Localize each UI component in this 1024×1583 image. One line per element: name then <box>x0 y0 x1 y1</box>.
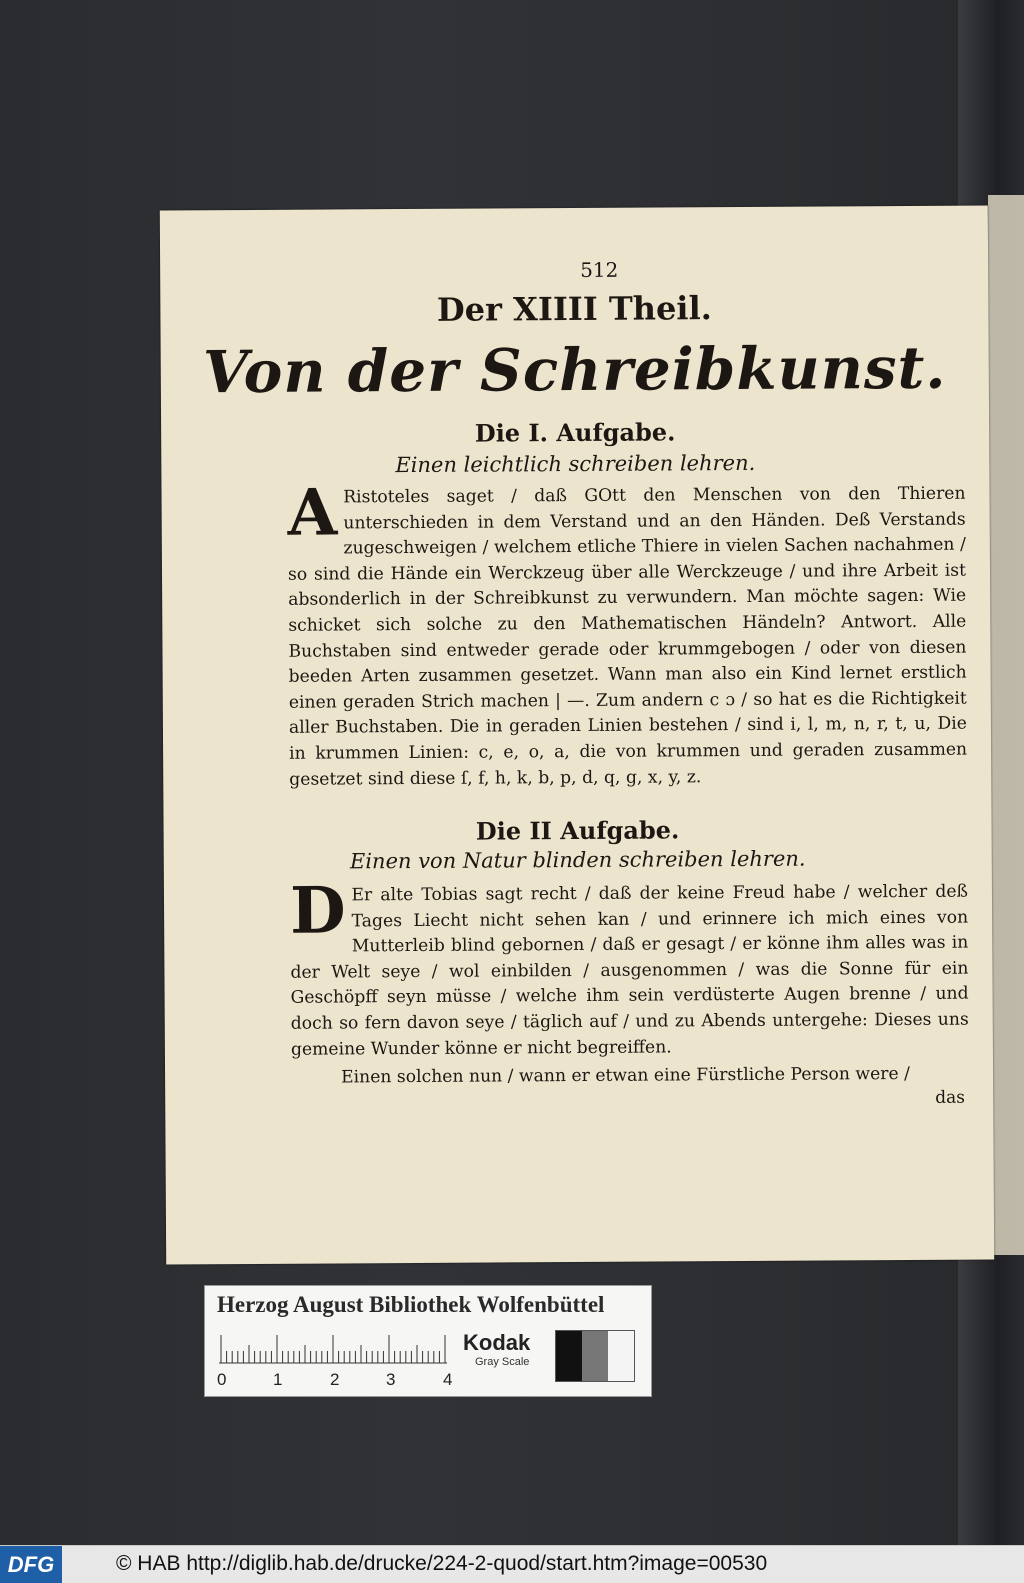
ruler <box>219 1334 447 1364</box>
task2-paragraph <box>289 873 969 1063</box>
ruler-number: 4 <box>443 1370 453 1389</box>
ruler-number: 2 <box>330 1370 340 1389</box>
catchword: das <box>935 1087 966 1108</box>
ruler-number: 3 <box>386 1370 396 1389</box>
task1-paragraph <box>287 475 968 793</box>
book-page <box>160 205 994 1264</box>
adjacent-page-edge <box>988 195 1024 1255</box>
dfg-logo: DFG <box>0 1546 62 1583</box>
ruler-number: 0 <box>217 1370 227 1389</box>
gray-scale-patches <box>555 1330 635 1382</box>
footer-bar <box>0 1545 1024 1583</box>
task1-text: Ristoteles saget / daß GOtt den Menschen von den Thieren unterschieden in dem Verstand und an den Händen. Deß Verstands zugeschweigen / welchem etliche Thiere in vielen Sachen nachahmen / so sind die Hände ein Werckzeug über alle Werckzeuge / und ihre Arbeit ist absonderlich in der Schreibkunst zu verwundern. Man möchte sagen: Wie schicket sich solche zu den Mathematischen Händeln? Antwort. Alle Buchstaben sind entweder gerade oder krummgebogen / oder von diesen beeden Arten zusammen gesetzet. Wann man also ein Kind lernet erstlich einen geraden Strich machen | —. Zum andern c ɔ / so hat es die Richtigkeit aller Buchstaben. Die in geraden Linien bestehen / sind i, l, m, n, r, t, u, Die in krummen Linien: c, e, o, a, die von krummen und geraden zusammen gesetzet sind diese ſ, f, h, k, b, p, d, q, g, x, y, z. <box>287 483 968 790</box>
copyright-url: © HAB http://diglib.hab.de/drucke/224-2-quod/start.htm?image=00530 <box>116 1552 768 1575</box>
task1-subheading: Einen leichtlich schreiben lehren. <box>395 450 756 478</box>
part-title: Der XIIII Theil. <box>436 289 712 329</box>
chapter-title: Von der Schreibkunst. <box>202 333 947 407</box>
task1-heading: Die I. Aufgabe. <box>474 417 676 448</box>
task2-text: Er alte Tobias sagt recht / daß der keine Freud habe / welcher deß Tages Liecht nicht sehen kan / und erinnere ich mich eines von Mutterleib blind gebornen / daß er gesagt / er könne ihm alles was in der Welt seye / wol einbilden / ausgenommen / was die Sonne für ein Geschöpff seyn müsse / welche ihm sein verdüsterte Augen brenne / und doch so fern davon seye / täglich auf / und zu Abends untergehe: Dieses uns gemeine Wunder könne er nicht begreiffen. <box>290 881 969 1060</box>
task2-heading: Die II Aufgabe. <box>475 815 680 846</box>
kodak-brand: Kodak <box>463 1330 531 1355</box>
task2-dropcap: D <box>289 873 346 949</box>
gray-scale-caption: Gray Scale <box>475 1356 530 1368</box>
page-number: 512 <box>580 257 619 282</box>
ruler-number: 1 <box>273 1370 283 1389</box>
task2-paragraph-2: Einen solchen nun / wann er etwan eine Fürstliche Person were / <box>341 1063 910 1088</box>
library-label <box>204 1285 652 1397</box>
task1-dropcap: A <box>287 475 338 551</box>
library-name: Herzog August Bibliothek Wolfenbüttel <box>217 1292 605 1317</box>
task2-subheading: Einen von Natur blinden schreiben lehren. <box>349 846 806 874</box>
